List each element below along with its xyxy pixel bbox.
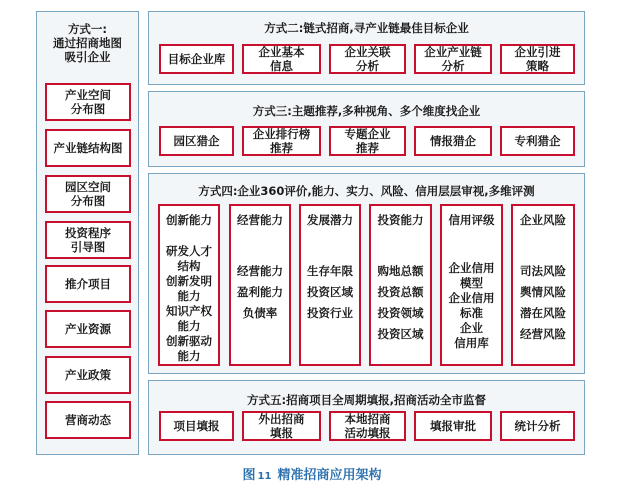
method3-item-park-hunting[interactable]: 园区猎企 [159,126,234,156]
method4-title: 方式四:企业360评价,能力、实力、风险、信用层层审视,多维评测 [198,184,535,198]
caption-prefix: 图 [242,468,256,483]
caption-text: 精准招商应用架构 [277,468,382,483]
method2-item-target-company-db[interactable]: 目标企业库 [159,44,234,74]
method2-item-company-introduction-strategy[interactable]: 企业引进 策略 [500,44,575,74]
method3-item-patent-hunting[interactable]: 专利猎企 [500,126,575,156]
method2-title: 方式二:链式招商,寻产业链最佳目标企业 [264,21,469,35]
left-item-business-environment-news[interactable]: 营商动态 [45,401,131,439]
method3-item-company-ranking[interactable]: 企业排行榜 推荐 [242,126,321,156]
method4-column-innovation[interactable]: 创新能力 研发人才 结构 创新发明 能力 知识产权 能力 创新驱动 能力 [158,204,220,366]
method5-title: 方式五:招商项目全周期填报,招商活动全市监督 [247,393,486,407]
method4-column-development[interactable]: 发展潜力 生存年限 投资区域 投资行业 [299,204,361,366]
left-item-industry-resources[interactable]: 产业资源 [45,310,131,348]
figure-caption [0,464,624,483]
method3-item-topic-company[interactable]: 专题企业 推荐 [329,126,406,156]
left-item-park-space-map[interactable]: 园区空间 分布图 [45,175,131,213]
method2-item-company-basic-info[interactable]: 企业基本 信息 [242,44,321,74]
left-item-investment-procedure-map[interactable]: 投资程序 引导图 [45,221,131,259]
left-item-industry-chain-map[interactable]: 产业链结构图 [45,129,131,167]
method5-item-statistical-analysis[interactable]: 统计分析 [500,411,575,441]
method5-item-outbound-filing[interactable]: 外出招商 填报 [242,411,321,441]
method5-item-filing-approval[interactable]: 填报审批 [414,411,492,441]
method2-item-company-relation-analysis[interactable]: 企业关联 分析 [329,44,406,74]
left-item-industry-space-map[interactable]: 产业空间 分布图 [45,83,131,121]
method3-title: 方式三:主题推荐,多种视角、多个维度找企业 [252,104,481,118]
method2-item-company-chain-analysis[interactable]: 企业产业链 分析 [414,44,492,74]
method4-column-operation[interactable]: 经营能力 经营能力 盈利能力 负债率 [229,204,291,366]
method4-column-credit[interactable]: 信用评级 企业信用 模型 企业信用 标准 企业 信用库 [440,204,503,366]
method5-item-project-filing[interactable]: 项目填报 [159,411,234,441]
method4-column-investment[interactable]: 投资能力 购地总额 投资总额 投资领域 投资区域 [369,204,432,366]
left-item-industry-policy[interactable]: 产业政策 [45,356,131,394]
left-item-promotion-projects[interactable]: 推介项目 [45,265,131,303]
method3-item-intelligence-hunting[interactable]: 情报猎企 [414,126,492,156]
caption-number: 11 [257,471,272,482]
method5-item-local-event-filing[interactable]: 本地招商 活动填报 [329,411,406,441]
method4-column-risk[interactable]: 企业风险 司法风险 舆情风险 潜在风险 经营风险 [511,204,575,366]
method1-title: 方式一: 通过招商地图 吸引企业 [53,22,122,64]
